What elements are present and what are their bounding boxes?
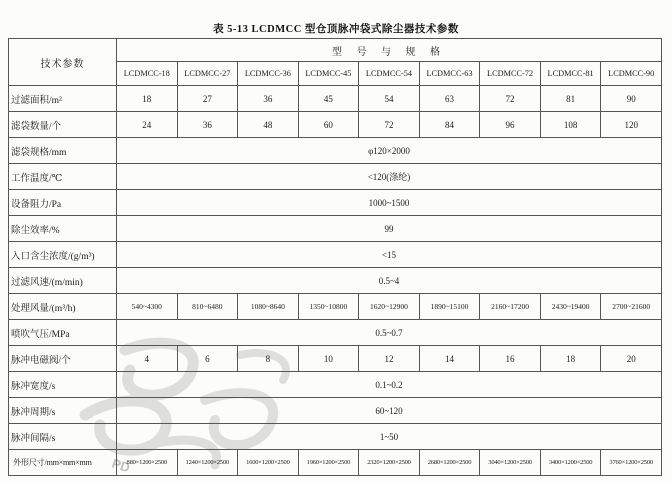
- value-cell: 1350~10800: [298, 294, 359, 320]
- row-label: 过滤风速/(m/min): [9, 268, 117, 294]
- value-cell: 18: [540, 346, 601, 372]
- value-cell: 2320×1200×2500: [359, 450, 420, 476]
- spec-table: [8, 38, 662, 476]
- model-header-LCDMCC-81: LCDMCC-81: [540, 62, 601, 86]
- value-cell: 16: [480, 346, 541, 372]
- span-value-cell: 60~120: [117, 398, 662, 424]
- corner-header: 技术参数: [9, 39, 117, 86]
- span-value-cell: <120(涤纶): [117, 164, 662, 190]
- table-row: [9, 86, 662, 112]
- span-value-cell: 99: [117, 216, 662, 242]
- model-header-LCDMCC-54: LCDMCC-54: [359, 62, 420, 86]
- value-cell: 90: [601, 86, 662, 112]
- value-cell: 72: [359, 112, 420, 138]
- row-label: 脉冲间隔/s: [9, 424, 117, 450]
- value-cell: 1620~12900: [359, 294, 420, 320]
- value-cell: 72: [480, 86, 541, 112]
- row-label: 工作温度/℃: [9, 164, 117, 190]
- value-cell: 1600×1200×2500: [238, 450, 299, 476]
- model-header-LCDMCC-27: LCDMCC-27: [177, 62, 238, 86]
- value-cell: 12: [359, 346, 420, 372]
- table-row: [9, 268, 662, 294]
- value-cell: 880×1200×2500: [117, 450, 178, 476]
- table-title: 表 5-13 LCDMCC 型仓顶脉冲袋式除尘器技术参数: [213, 24, 459, 35]
- model-header-LCDMCC-45: LCDMCC-45: [298, 62, 359, 86]
- span-value-cell: <15: [117, 242, 662, 268]
- row-label: 入口含尘浓度/(g/m³): [9, 242, 117, 268]
- row-label: 过滤面积/m²: [9, 86, 117, 112]
- model-header-LCDMCC-63: LCDMCC-63: [419, 62, 480, 86]
- value-cell: 84: [419, 112, 480, 138]
- value-cell: 2700~21600: [601, 294, 662, 320]
- table-row: [9, 424, 662, 450]
- value-cell: 1960×1200×2500: [298, 450, 359, 476]
- value-cell: 810~6480: [177, 294, 238, 320]
- span-value-cell: 0.1~0.2: [117, 372, 662, 398]
- value-cell: 1240×1200×2500: [177, 450, 238, 476]
- table-row: [9, 190, 662, 216]
- model-header-LCDMCC-72: LCDMCC-72: [480, 62, 541, 86]
- value-cell: 24: [117, 112, 178, 138]
- span-value-cell: 1000~1500: [117, 190, 662, 216]
- span-value-cell: 1~50: [117, 424, 662, 450]
- value-cell: 63: [419, 86, 480, 112]
- group-header: 型 号 与 规 格: [117, 39, 662, 62]
- value-cell: 60: [298, 112, 359, 138]
- value-cell: 54: [359, 86, 420, 112]
- value-cell: 81: [540, 86, 601, 112]
- row-label: 设备阻力/Pa: [9, 190, 117, 216]
- table-row: [9, 294, 662, 320]
- value-cell: 48: [238, 112, 299, 138]
- table-row: [9, 216, 662, 242]
- row-label: 滤袋数量/个: [9, 112, 117, 138]
- model-header-LCDMCC-90: LCDMCC-90: [601, 62, 662, 86]
- value-cell: 10: [298, 346, 359, 372]
- row-label: 外形尺寸/mm×mm×mm: [9, 450, 117, 476]
- model-header-LCDMCC-36: LCDMCC-36: [238, 62, 299, 86]
- table-row: [9, 450, 662, 476]
- value-cell: 36: [238, 86, 299, 112]
- value-cell: 3040×1200×2500: [480, 450, 541, 476]
- value-cell: 2160~17200: [480, 294, 541, 320]
- table-row: [9, 320, 662, 346]
- group-header-row: [9, 39, 662, 62]
- table-row: [9, 164, 662, 190]
- row-label: 脉冲宽度/s: [9, 372, 117, 398]
- value-cell: 18: [117, 86, 178, 112]
- span-value-cell: φ120×2000: [117, 138, 662, 164]
- span-value-cell: 0.5~4: [117, 268, 662, 294]
- value-cell: 120: [601, 112, 662, 138]
- row-label: 喷吹气压/MPa: [9, 320, 117, 346]
- value-cell: 4: [117, 346, 178, 372]
- value-cell: 8: [238, 346, 299, 372]
- table-row: [9, 112, 662, 138]
- table-row: [9, 242, 662, 268]
- table-row: [9, 346, 662, 372]
- value-cell: 20: [601, 346, 662, 372]
- value-cell: 14: [419, 346, 480, 372]
- row-label: 脉冲周期/s: [9, 398, 117, 424]
- value-cell: 36: [177, 112, 238, 138]
- value-cell: 108: [540, 112, 601, 138]
- value-cell: 27: [177, 86, 238, 112]
- table-row: [9, 138, 662, 164]
- value-cell: 3400×1200×2500: [540, 450, 601, 476]
- span-value-cell: 0.5~0.7: [117, 320, 662, 346]
- value-cell: 2430~19400: [540, 294, 601, 320]
- row-label: 处理风量/(m³/h): [9, 294, 117, 320]
- row-label: 除尘效率/%: [9, 216, 117, 242]
- value-cell: 1890~15100: [419, 294, 480, 320]
- value-cell: 96: [480, 112, 541, 138]
- value-cell: 6: [177, 346, 238, 372]
- value-cell: 1080~8640: [238, 294, 299, 320]
- table-row: [9, 372, 662, 398]
- value-cell: 540~4300: [117, 294, 178, 320]
- row-label: 脉冲电磁阀/个: [9, 346, 117, 372]
- model-header-LCDMCC-18: LCDMCC-18: [117, 62, 178, 86]
- value-cell: 45: [298, 86, 359, 112]
- table-row: [9, 398, 662, 424]
- value-cell: 2680×1200×2500: [419, 450, 480, 476]
- watermark-pd-text: PD: [110, 455, 132, 476]
- value-cell: 3760×1200×2500: [601, 450, 662, 476]
- row-label: 滤袋规格/mm: [9, 138, 117, 164]
